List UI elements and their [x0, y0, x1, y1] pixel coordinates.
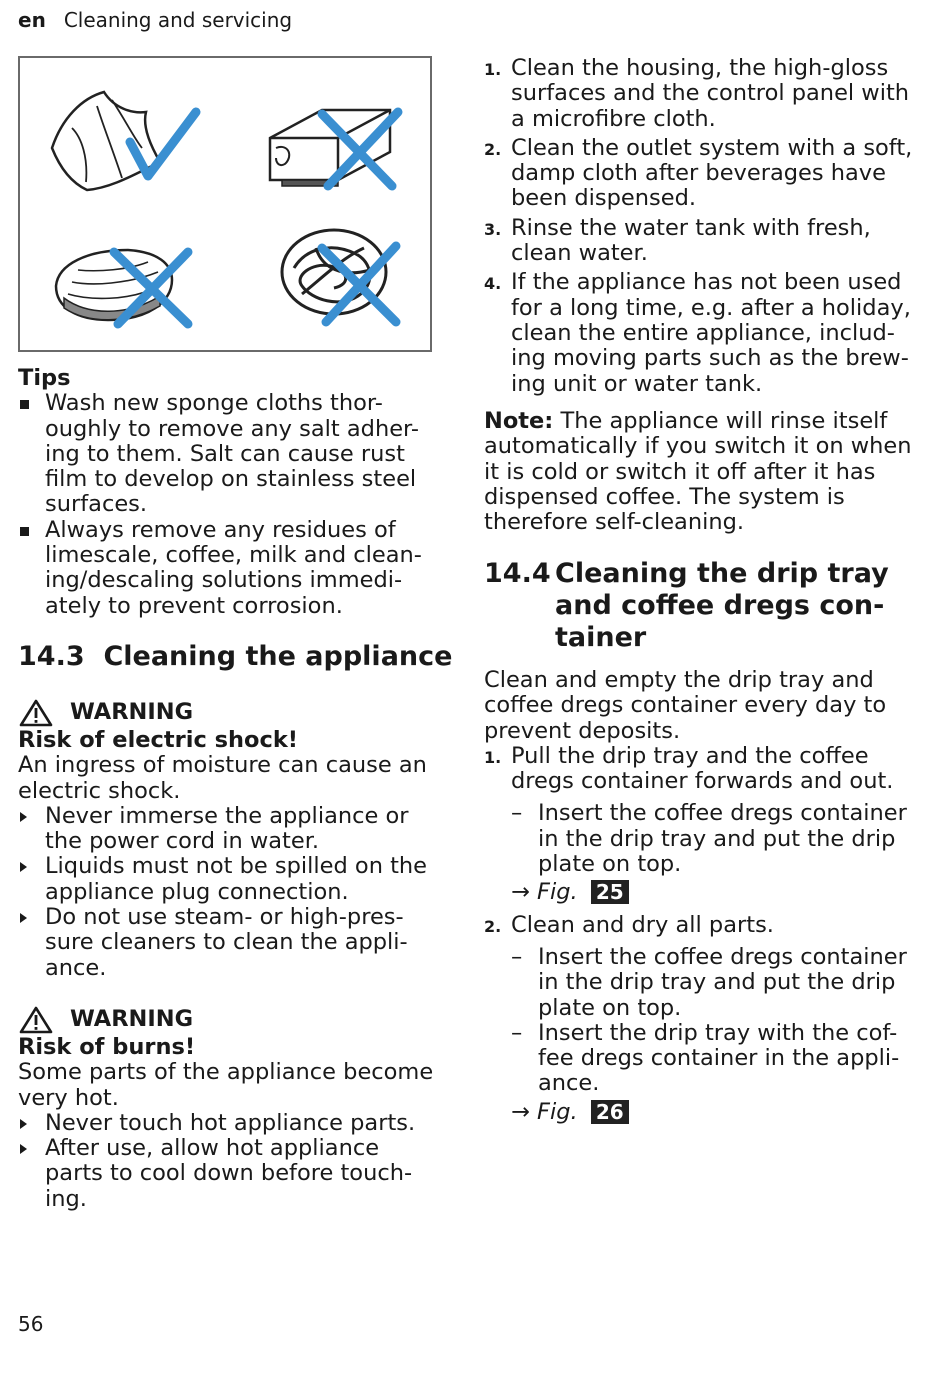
step-item: 1. Pull the drip tray and the coffee dregs container forwards and out. [484, 742, 894, 795]
language-code: en [18, 8, 46, 32]
step-item: 2. Clean and dry all parts. [484, 911, 774, 938]
warning-title: Risk of electric shock! [18, 727, 299, 753]
warning-burns: WARNING Risk of burns! Some parts of the appliance become very hot. Never touch hot appliance parts. After use, allow hot appliance parts to cool down before touch- ing. [18, 1005, 443, 1212]
section-title: Cleaning and servicing [63, 8, 293, 32]
square-bullet-icon [20, 400, 29, 409]
step-item: 3. Rinse the water tank with fresh, clean water. [484, 214, 871, 267]
cleaning-materials-figure [18, 56, 432, 352]
arrow-right-icon: → [511, 879, 530, 906]
sponge-cloth-icon [48, 224, 218, 334]
arrow-right-icon: → [511, 1098, 530, 1125]
sub-step-item: – Insert the drip tray with the cof- fee dregs container in the appli- ance. [511, 1019, 900, 1097]
warning-triangle-icon [18, 698, 54, 728]
page-header [18, 8, 292, 32]
warning-item: After use, allow hot appliance parts to cool down before touch- ing. [18, 1136, 443, 1212]
step-item: 1. Clean the housing, the high-gloss surfaces and the control panel with a microfibre cloth. [484, 55, 910, 132]
figure-reference[interactable]: → Fig. 26 [511, 1100, 914, 1125]
cleaning-steps-list [484, 56, 914, 397]
tips-heading: Tips [18, 365, 71, 391]
triangle-bullet-icon [20, 1119, 27, 1129]
scouring-sponge-icon [262, 82, 422, 202]
microfibre-cloth-icon [42, 78, 212, 198]
step-item: 4. If the appliance has not been used for a long time, e.g. after a holiday, clean the entire appliance, includ- ing moving parts such as the brew- ing unit or water tank. [484, 269, 911, 397]
warning-item: Liquids must not be spilled on the appliance plug connection. [18, 854, 438, 905]
sub-step-item: – Insert the coffee dregs container in the drip tray and put the drip plate on top. [511, 943, 907, 1021]
page-number: 56 [18, 1312, 44, 1336]
triangle-bullet-icon [20, 812, 27, 822]
sub-step-item: – Insert the coffee dregs container in the drip tray and put the drip plate on top. [511, 800, 907, 878]
warning-label: WARNING [70, 1006, 194, 1033]
warning-title: Risk of burns! [18, 1034, 196, 1060]
tips-section [18, 366, 438, 619]
section-heading-14-3: 14.3 Cleaning the appliance [18, 641, 453, 672]
drip-tray-instructions: Clean and empty the drip tray and coffee dregs container every day to prevent deposits. 1. Pull the drip tray and the coffee dregs container forwards and out. – Insert the coffee dregs container in the drip tray and put the drip plate on top. → Fig. 25 2. Clean and dry all parts. – Insert the coffee dregs container in the drip tray and put the drip plate on top. – Insert the drip tray with the cof- fee dregs container in the appli- ance. → Fig. 26 [484, 668, 914, 1125]
tip-item: Always remove any residues of limescale, coffee, milk and clean- ing/descaling solutions immedi- ately to prevent corrosion. [18, 518, 438, 619]
warning-triangle-icon [18, 1005, 54, 1035]
figure-number-badge: 25 [591, 880, 629, 904]
warning-electric-shock: WARNING Risk of electric shock! An ingress of moisture can cause an electric shock. Never immerse the appliance or the power cord in water. Liquids must not be spilled on the appliance plug connection. Do not use steam- or high-pres- sure cleaners to clean the appli- ance. [18, 698, 438, 981]
tip-item: Wash new sponge cloths thor- oughly to remove any salt adher- ing to them. Salt can cause rust film to develop on stainless steel surfaces. [18, 391, 438, 517]
warning-item: Never touch hot appliance parts. [18, 1111, 443, 1136]
note-block: Note: The appliance will rinse itself automatically if you switch it on when it is cold or switch it off after it has dispensed coffee. The system is therefore self-cleaning. [484, 408, 912, 536]
triangle-bullet-icon [20, 862, 27, 872]
note-label: Note: [484, 408, 554, 434]
step-item: 2. Clean the outlet system with a soft, damp cloth after beverages have been dispensed. [484, 134, 913, 212]
section-heading-14-4: 14.4 Cleaning the drip tray and coffee dregs con- tainer [484, 558, 889, 653]
figure-reference[interactable]: → Fig. 25 [511, 880, 914, 905]
square-bullet-icon [20, 527, 29, 536]
warning-item: Never immerse the appliance or the power cord in water. [18, 804, 438, 855]
triangle-bullet-icon [20, 1144, 27, 1154]
figure-number-badge: 26 [591, 1100, 629, 1124]
triangle-bullet-icon [20, 913, 27, 923]
steel-wool-icon [272, 218, 422, 338]
warning-label: WARNING [70, 699, 194, 726]
warning-item: Do not use steam- or high-pres- sure cleaners to clean the appli- ance. [18, 905, 438, 981]
